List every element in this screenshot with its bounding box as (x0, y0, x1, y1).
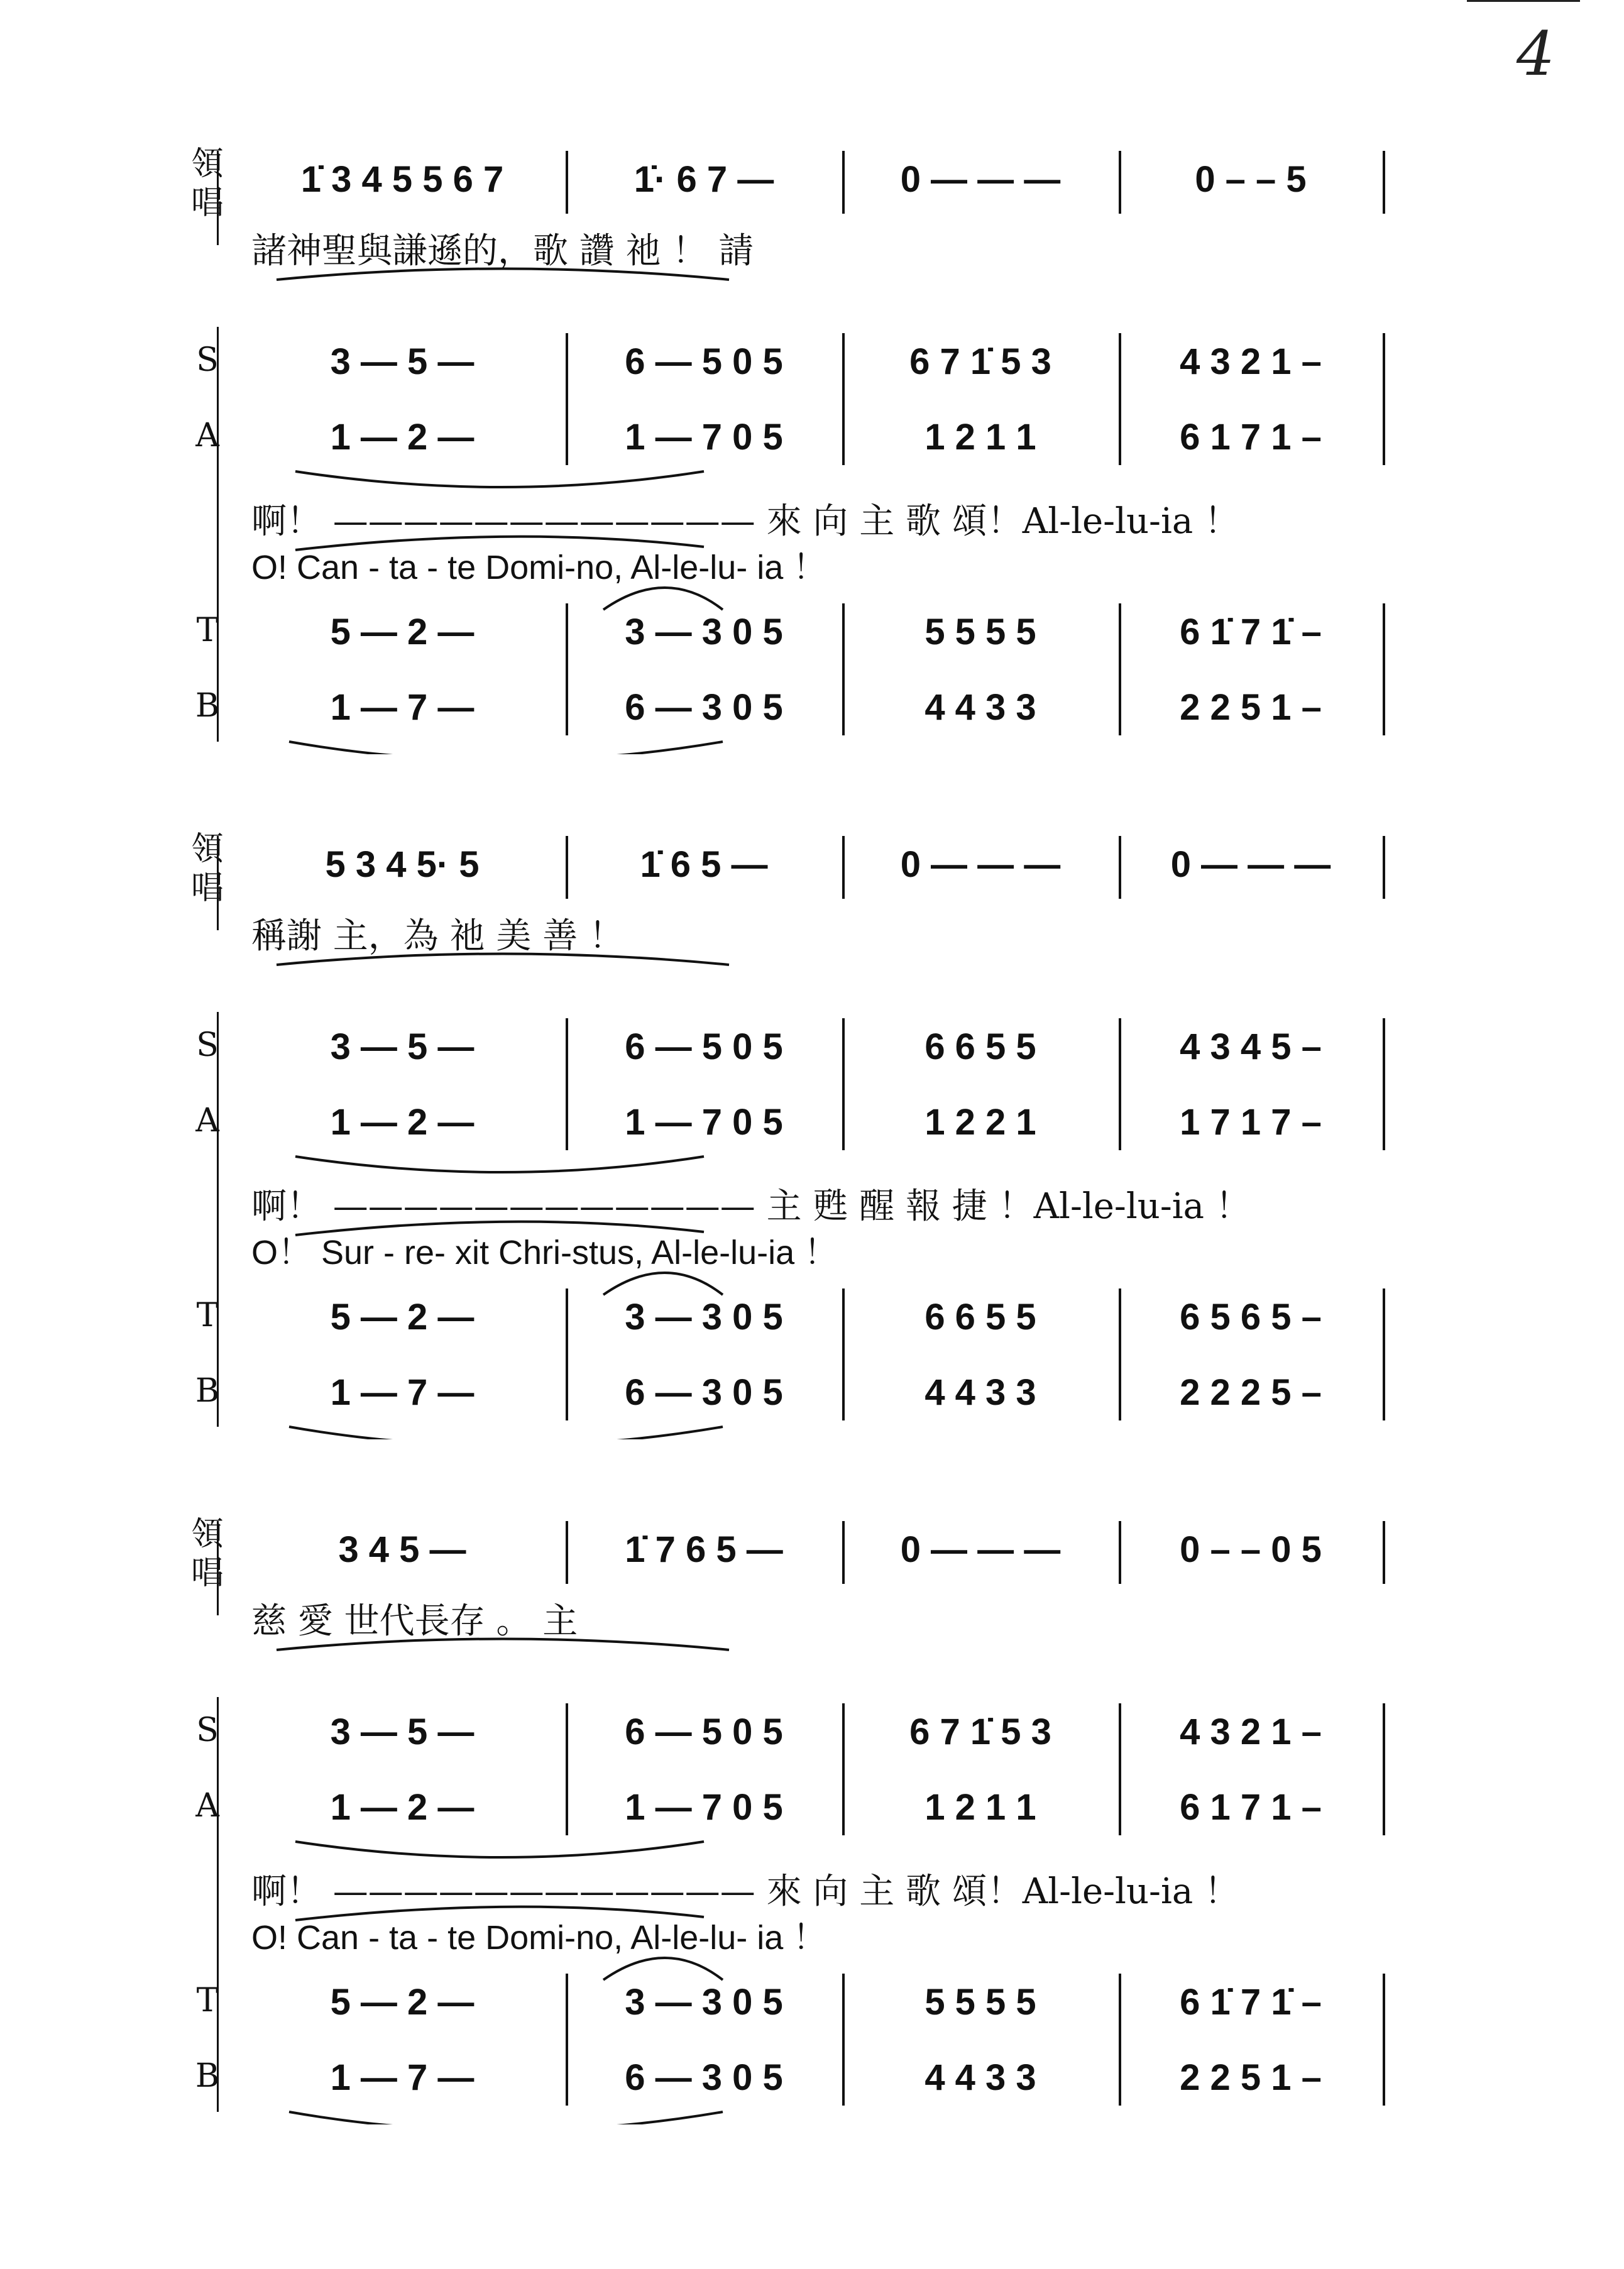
t-label: T (196, 1982, 219, 2019)
b-measure: 1 — 7 — (330, 686, 475, 728)
b-label: B (195, 687, 220, 725)
a-measure: 6 1 7 1 – (1180, 416, 1322, 458)
choir-lyric-chinese: 啊！ ———————————— 來 向 主 歌 頌！Al-le-lu-ia ！ (251, 1871, 1240, 1912)
a-measure: 1 — 7 0 5 (625, 1786, 783, 1828)
b-measure: 1 — 7 — (330, 2057, 475, 2098)
lead-label: 領唱 (190, 1515, 224, 1592)
lead-measure: 1̇· 6 7 — (634, 158, 774, 200)
choir-lyric-latin: O! Can - ta - te Domi-no, Al-le-lu- ia ！ (251, 1919, 827, 1957)
b-label: B (195, 1372, 220, 1410)
t-measure: 6 5 6 5 – (1180, 1296, 1322, 1338)
s-measure: 6 — 5 0 5 (625, 341, 783, 382)
b-measure: 6 — 3 0 5 (625, 686, 783, 728)
lead-measure: 0 – – 5 (1195, 158, 1307, 200)
s-measure: 6 — 5 0 5 (625, 1026, 783, 1067)
slur-marks (0, 151, 1624, 754)
t-measure: 3 — 3 0 5 (625, 611, 783, 652)
s-measure: 3 — 5 — (330, 1711, 475, 1752)
t-measure: 5 — 2 — (330, 611, 475, 652)
t-measure: 5 — 2 — (330, 1296, 475, 1338)
lead-measure: 1̇ 7 6 5 — (625, 1529, 783, 1570)
t-measure: 3 — 3 0 5 (625, 1981, 783, 2023)
slur (295, 471, 704, 487)
slur (295, 1842, 704, 1857)
s-label: S (196, 1026, 219, 1064)
a-measure: 1 — 7 0 5 (625, 1101, 783, 1143)
slur-marks (0, 1521, 1624, 2124)
slur (603, 1958, 723, 1980)
slur (295, 1222, 704, 1235)
a-measure: 1 — 2 — (330, 416, 475, 458)
score-system (0, 1515, 1624, 2124)
choir-lyric-chinese: 啊！ ———————————— 來 向 主 歌 頌！Al-le-lu-ia ！ (251, 501, 1240, 542)
slur (295, 1907, 704, 1920)
b-measure: 4 4 3 3 (924, 1371, 1036, 1413)
lead-measure: 1̇ 6 5 — (640, 843, 768, 885)
choir-lyric-latin: O! Can - ta - te Domi-no, Al-le-lu- ia ！ (251, 549, 827, 586)
lead-measure: 3 4 5 — (338, 1529, 466, 1570)
slur-marks (0, 836, 1624, 1439)
lead-measure: 0 — — — (900, 158, 1061, 200)
a-measure: 1 — 2 — (330, 1101, 475, 1143)
page-number: 4 (1516, 19, 1555, 89)
t-measure: 5 5 5 5 (924, 1981, 1036, 2023)
s-measure: 3 — 5 — (330, 1026, 475, 1067)
lead-label: 領唱 (190, 830, 224, 907)
a-measure: 1 2 1 1 (924, 416, 1036, 458)
t-measure: 6 1̇ 7 1̇ – (1180, 1981, 1322, 2023)
t-label: T (196, 612, 219, 649)
lead-measure: 0 — — — (1170, 843, 1331, 885)
a-label: A (195, 1787, 219, 1825)
t-measure: 5 — 2 — (330, 1981, 475, 2023)
a-measure: 1 2 2 1 (924, 1101, 1036, 1143)
lead-measure: 0 — — — (900, 843, 1061, 885)
a-measure: 1 — 2 — (330, 1786, 475, 1828)
lead-measure: 0 — — — (900, 1529, 1061, 1570)
b-measure: 6 — 3 0 5 (625, 1371, 783, 1413)
b-measure: 6 — 3 0 5 (625, 2057, 783, 2098)
slur (295, 1156, 704, 1172)
a-measure: 1 2 1 1 (924, 1786, 1036, 1828)
choir-lyric-latin: O！ Sur - re- xit Chri-stus, Al-le-lu-ia ！ (251, 1234, 838, 1272)
lead-lyric: 稱謝 主，為 祂 美 善 ！ (251, 916, 625, 957)
slur (289, 2112, 723, 2124)
b-measure: 1 — 7 — (330, 1371, 475, 1413)
lead-lyric: 諸神聖與謙遜的，歌 讚 祂 ！ 請 (251, 231, 754, 272)
s-measure: 4 3 2 1 – (1180, 1711, 1322, 1752)
t-measure: 3 — 3 0 5 (625, 1296, 783, 1338)
t-label: T (196, 1297, 219, 1334)
s-measure: 6 7 1̇ 5 3 (909, 1711, 1051, 1752)
choir-lyric-chinese: 啊！ ———————————— 主 甦 醒 報 捷 ！Al-le-lu-ia ！ (251, 1186, 1251, 1227)
slur (277, 954, 729, 965)
a-measure: 1 7 1 7 – (1180, 1101, 1322, 1143)
s-label: S (196, 341, 219, 379)
a-label: A (195, 1102, 219, 1140)
score-system (0, 830, 1624, 1439)
t-measure: 5 5 5 5 (924, 611, 1036, 652)
lead-label: 領唱 (190, 145, 224, 222)
slur (277, 1639, 729, 1651)
score-system (0, 145, 1624, 754)
lead-lyric: 慈 愛 世代長存 。 主 (251, 1601, 578, 1642)
a-measure: 1 — 7 0 5 (625, 416, 783, 458)
slur (289, 742, 723, 754)
lead-measure: 5 3 4 5· 5 (325, 843, 480, 885)
b-measure: 4 4 3 3 (924, 2057, 1036, 2098)
s-label: S (196, 1711, 219, 1749)
a-label: A (195, 417, 219, 454)
b-measure: 2 2 5 1 – (1180, 686, 1322, 728)
slur (603, 588, 723, 610)
s-measure: 4 3 2 1 – (1180, 341, 1322, 382)
b-measure: 2 2 5 1 – (1180, 2057, 1322, 2098)
s-measure: 6 — 5 0 5 (625, 1711, 783, 1752)
t-measure: 6 6 5 5 (924, 1296, 1036, 1338)
lead-measure: 1̇ 3 4 5 5 6 7 (300, 158, 504, 200)
b-label: B (195, 2057, 220, 2095)
slur (603, 1273, 723, 1295)
s-measure: 3 — 5 — (330, 341, 475, 382)
slur (295, 537, 704, 550)
b-measure: 2 2 2 5 – (1180, 1371, 1322, 1413)
t-measure: 6 1̇ 7 1̇ – (1180, 611, 1322, 652)
lead-measure: 0 – – 0 5 (1180, 1529, 1322, 1570)
s-measure: 4 3 4 5 – (1180, 1026, 1322, 1067)
slur (277, 269, 729, 280)
slur (289, 1427, 723, 1439)
b-measure: 4 4 3 3 (924, 686, 1036, 728)
s-measure: 6 7 1̇ 5 3 (909, 341, 1051, 382)
s-measure: 6 6 5 5 (924, 1026, 1036, 1067)
a-measure: 6 1 7 1 – (1180, 1786, 1322, 1828)
